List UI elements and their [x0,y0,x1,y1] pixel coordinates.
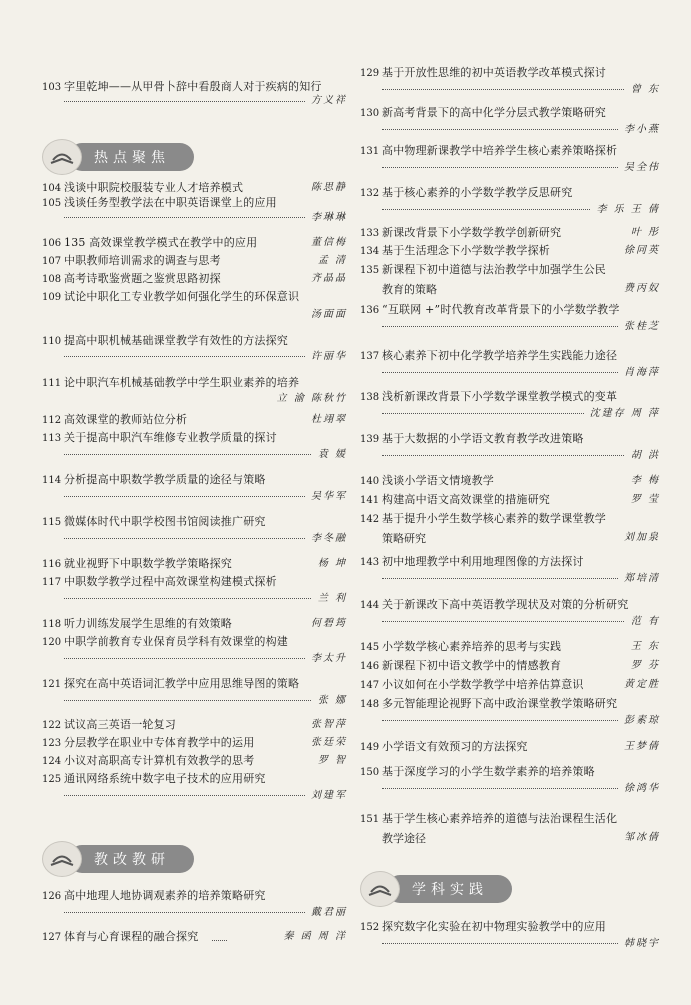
entry-number: 126 [42,891,62,902]
entry-number: 122 [42,720,62,731]
toc-entry[interactable] [360,640,660,654]
entry-title: 关于新课改下高中英语教学现状及对策的分析研究 [382,598,629,611]
entry-author: 胡 洪 [625,449,660,462]
toc-entry[interactable] [42,718,347,732]
entry-author: 吴华军 [305,490,347,503]
entry-author: 袁 媛 [312,448,347,461]
toc-entry[interactable] [360,555,660,584]
entry-title: 浅谈任务型教学法在中职英语课堂上的应用 [64,196,277,209]
entry-title: 核心素养下初中化学教学培养学生实践能力途径 [382,349,618,362]
entry-number: 150 [360,767,380,778]
entry-title: 关于提高中职汽车维修专业教学质量的探讨 [64,431,277,444]
entry-title: 浅谈小学语文情境教学 [382,474,494,487]
entry-number: 111 [42,378,62,389]
entry-author: 刘建军 [305,789,347,802]
entry-number: 147 [360,680,380,691]
leader-dots [64,598,347,599]
entry-number: 143 [360,557,380,568]
entry-number: 107 [42,256,62,267]
toc-entry[interactable] [42,617,347,631]
entry-number: 139 [360,434,380,445]
toc-entry[interactable] [360,390,660,419]
entry-author: 徐同英 [618,244,660,257]
entry-number: 129 [360,68,380,79]
entry-title: 中职学前教育专业保育员学科有效课堂的构建 [64,635,288,648]
entry-author: 张智萍 [305,718,347,731]
entry-title: 基于开放性思维的初中英语教学改革模式探讨 [382,66,606,79]
toc-entry[interactable] [360,740,660,754]
entry-number: 137 [360,351,380,362]
book-sunrise-icon [360,871,400,907]
toc-entry[interactable] [360,659,660,673]
entry-title: 分层教学在职业中专体育教学中的运用 [64,736,255,749]
entry-author: 许丽华 [305,350,347,363]
entry-author: 王梦倩 [618,740,660,753]
entry-title: 基于深度学习的小学生数学素养的培养策略 [382,765,595,778]
entry-title: 小学数学核心素养培养的思考与实践 [382,640,562,653]
entry-number: 133 [360,228,380,239]
entry-number: 121 [42,679,62,690]
entry-author: 李冬融 [305,532,347,545]
entry-title: 试论中职化工专业教学如何强化学生的环保意识 [64,290,300,303]
entry-author: 肖海萍 [618,366,660,379]
entry-number: 140 [360,476,380,487]
entry-title: 基于学生核心素养培养的道德与法治课程生活化 [382,812,618,825]
entry-title: 构建高中语文高效课堂的措施研究 [382,493,550,506]
entry-title: 听力训练发展学生思维的有效策略 [64,617,232,630]
entry-number: 134 [360,246,380,257]
entry-number: 118 [42,619,62,630]
entry-author: 张桂芝 [618,320,660,333]
entry-title: 多元智能理论视野下高中政治课堂教学策略研究 [382,697,618,710]
book-sunrise-icon [42,139,82,175]
entry-title: 通讯网络系统中数字电子技术的应用研究 [64,772,266,785]
toc-entry[interactable] [360,765,660,794]
toc-entry[interactable] [42,473,347,502]
entry-author: 邹冰倩 [618,831,660,844]
entry-number: 130 [360,108,380,119]
entry-title: 135 高效课堂教学模式在教学中的应用 [64,236,258,249]
toc-entry[interactable] [360,244,660,258]
entry-author: 徐鸿华 [618,782,660,795]
toc-entry[interactable] [360,812,660,845]
entry-title: “互联网 +”时代教育改革背景下的小学数学教学 [382,303,620,316]
entry-number: 135 [360,265,380,276]
entry-author: 沈建存 周 萍 [584,407,660,420]
entry-author: 何碧筠 [305,617,347,630]
toc-entry[interactable] [42,736,347,750]
toc-entry[interactable] [360,512,660,545]
toc-entry[interactable] [42,181,347,195]
toc-entry[interactable] [42,376,347,404]
section-title: 教改教研 [68,845,194,873]
toc-entry[interactable] [42,515,347,544]
leader-dots [382,455,660,456]
toc-entry[interactable] [42,196,347,223]
entry-title: 基于提升小学生数学核心素养的数学课堂教学 [382,512,606,525]
entry-title: 提高中职机械基础课堂教学有效性的方法探究 [64,334,288,347]
entry-number: 123 [42,738,62,749]
entry-title: 高考诗歌鉴赏题之鉴赏思路初探 [64,272,221,285]
entry-title: 基于核心素养的小学数学教学反思研究 [382,186,573,199]
entry-number: 125 [42,774,62,785]
leader-dots [212,940,227,941]
entry-title: 体育与心育课程的融合探究 [64,930,199,943]
section-title: 热点聚焦 [68,143,194,171]
toc-entry[interactable] [42,290,347,320]
entry-number: 117 [42,577,62,588]
toc-entry[interactable] [360,432,660,461]
entry-number: 152 [360,922,380,933]
toc-entry[interactable] [42,254,347,268]
entry-number: 141 [360,495,380,506]
entry-title-continued: 教育的策略 [382,283,437,296]
entry-title: 新课改背景下小学数学教学创新研究 [382,226,562,239]
toc-entry[interactable] [42,930,347,944]
entry-number: 131 [360,146,380,157]
entry-author: 黄定胜 [618,678,660,691]
toc-entry[interactable] [360,678,660,692]
entry-author: 立 渝 陈秋竹 [271,392,347,405]
entry-author: 李 乐 王 倩 [590,203,660,216]
entry-author: 杨 坤 [312,557,347,570]
section-header-reform [42,842,194,876]
toc-entry[interactable] [42,889,347,918]
entry-author: 张 娜 [312,694,347,707]
entry-number: 116 [42,559,62,570]
entry-title: 高中地理人地协调观素养的培养策略研究 [64,889,266,902]
entry-title: 基于生活理念下小学数学教学探析 [382,244,550,257]
entry-author: 费丙奴 [618,282,660,295]
toc-entry[interactable] [42,635,347,664]
toc-entry[interactable] [360,474,660,488]
toc-entry[interactable] [42,334,347,362]
entry-title: 中职数学教学过程中高效课堂构建模式探析 [64,575,277,588]
entry-number: 105 [42,198,62,209]
entry-number: 145 [360,642,380,653]
entry-author: 张廷荣 [305,736,347,749]
leader-dots [382,621,660,622]
entry-title: 初中地理教学中利用地理图像的方法探讨 [382,555,584,568]
toc-entry[interactable] [360,493,660,507]
entry-number: 109 [42,292,62,303]
toc-entry[interactable] [42,236,347,250]
entry-title-continued: 策略研究 [382,532,426,545]
entry-number: 127 [42,932,62,943]
toc-entry[interactable] [42,431,347,460]
entry-author: 陈思静 [305,181,347,194]
entry-title: 浅谈中职院校服装专业人才培养模式 [64,181,244,194]
entry-author: 戴君丽 [305,906,347,919]
entry-author: 董信梅 [305,236,347,249]
entry-author: 秦 函 周 洋 [277,930,347,943]
leader-dots [382,89,660,90]
entry-title: 基于大数据的小学语文教育教学改进策略 [382,432,584,445]
toc-entry[interactable] [360,598,660,627]
entry-author: 李琳琳 [305,211,347,224]
entry-title: 新高考背景下的高中化学分层式教学策略研究 [382,106,606,119]
entry-author: 李小燕 [618,123,660,136]
toc-entry[interactable] [360,349,660,378]
entry-title: 小议如何在小学数学教学中培养估算意识 [382,678,584,691]
entry-number: 132 [360,188,380,199]
toc-entry[interactable] [42,557,347,571]
entry-number: 106 [42,238,62,249]
entry-author: 孟 清 [312,254,347,267]
entry-author: 齐晶晶 [305,272,347,285]
entry-author: 曾 东 [625,83,660,96]
entry-author: 刘加泉 [618,531,660,544]
entry-title: 字里乾坤——从甲骨卜辞中看殷商人对于疾病的知行 [64,80,322,93]
toc-entry[interactable] [42,677,347,706]
entry-title: 高中物理新课教学中培养学生核心素养策略探析 [382,144,618,157]
entry-number: 151 [360,814,380,825]
leader-dots [64,454,347,455]
toc-entry[interactable] [360,697,660,726]
entry-number: 146 [360,661,380,672]
section-title: 学科实践 [386,875,512,903]
entry-number: 120 [42,637,62,648]
entry-author: 李 梅 [625,474,660,487]
entry-title: 小议对高职高专计算机有效教学的思考 [64,754,255,767]
entry-title: 探究在高中英语词汇教学中应用思维导图的策略 [64,677,300,690]
entry-number: 136 [360,305,380,316]
entry-number: 104 [42,183,62,194]
entry-title: 新课程下初中语文教学中的情感教育 [382,659,562,672]
entry-number: 144 [360,600,380,611]
entry-number: 124 [42,756,62,767]
entry-title: 微媒体时代中职学校图书馆阅读推广研究 [64,515,266,528]
entry-title: 高效课堂的教师站位分析 [64,413,188,426]
entry-number: 103 [42,82,62,93]
entry-title: 探究数字化实验在初中物理实验教学中的应用 [382,920,606,933]
toc-entry[interactable] [360,186,660,215]
leader-dots [64,700,347,701]
entry-title: 分析提高中职数学教学质量的途径与策略 [64,473,266,486]
entry-author: 王 东 [625,640,660,653]
entry-title: 浅析新课改背景下小学数学课堂教学模式的变革 [382,390,618,403]
entry-title: 中职教师培训需求的调查与思考 [64,254,221,267]
toc-entry[interactable] [360,144,660,173]
entry-title-continued: 教学途径 [382,832,426,845]
toc-entry[interactable] [360,263,660,296]
entry-author: 汤面面 [305,308,347,321]
entry-title: 就业视野下中职数学教学策略探究 [64,557,232,570]
entry-author: 罗 芬 [625,659,660,672]
entry-title: 小学语文有效预习的方法探究 [382,740,528,753]
entry-number: 142 [360,514,380,525]
entry-number: 148 [360,699,380,710]
toc-entry[interactable] [42,413,347,427]
toc-entry[interactable] [360,66,660,95]
toc-entry[interactable] [42,772,347,801]
toc-entry[interactable] [360,106,660,135]
entry-number: 112 [42,415,62,426]
toc-entry[interactable] [360,226,660,240]
entry-title: 新课程下初中道德与法治教学中加强学生公民 [382,263,606,276]
entry-title: 论中职汽车机械基础教学中学生职业素养的培养 [64,376,300,389]
section-header-practice [360,872,512,906]
toc-entry[interactable] [360,920,660,949]
entry-title: 试议高三英语一轮复习 [64,718,176,731]
entry-author: 范 有 [625,615,660,628]
entry-author: 郑培清 [618,572,660,585]
entry-number: 115 [42,517,62,528]
entry-number: 113 [42,433,62,444]
toc-entry[interactable] [42,575,347,604]
entry-number: 138 [360,392,380,403]
book-sunrise-icon [42,841,82,877]
entry-author: 罗 莹 [625,493,660,506]
entry-number: 114 [42,475,62,486]
entry-author: 方义祥 [305,94,347,107]
toc-entry[interactable] [360,303,660,332]
section-header-hot [42,140,194,174]
entry-number: 108 [42,274,62,285]
entry-author: 彭素琼 [618,714,660,727]
entry-author: 韩晓宇 [618,937,660,950]
entry-author: 叶 彤 [625,226,660,239]
entry-number: 110 [42,336,62,347]
entry-author: 罗 智 [312,754,347,767]
entry-author: 李太升 [305,652,347,665]
entry-author: 杜翊翠 [305,413,347,426]
toc-entry[interactable] [42,80,347,106]
entry-author: 兰 利 [312,592,347,605]
toc-entry[interactable] [42,754,347,768]
entry-author: 吴全伟 [618,161,660,174]
toc-entry[interactable] [42,272,347,286]
entry-number: 149 [360,742,380,753]
